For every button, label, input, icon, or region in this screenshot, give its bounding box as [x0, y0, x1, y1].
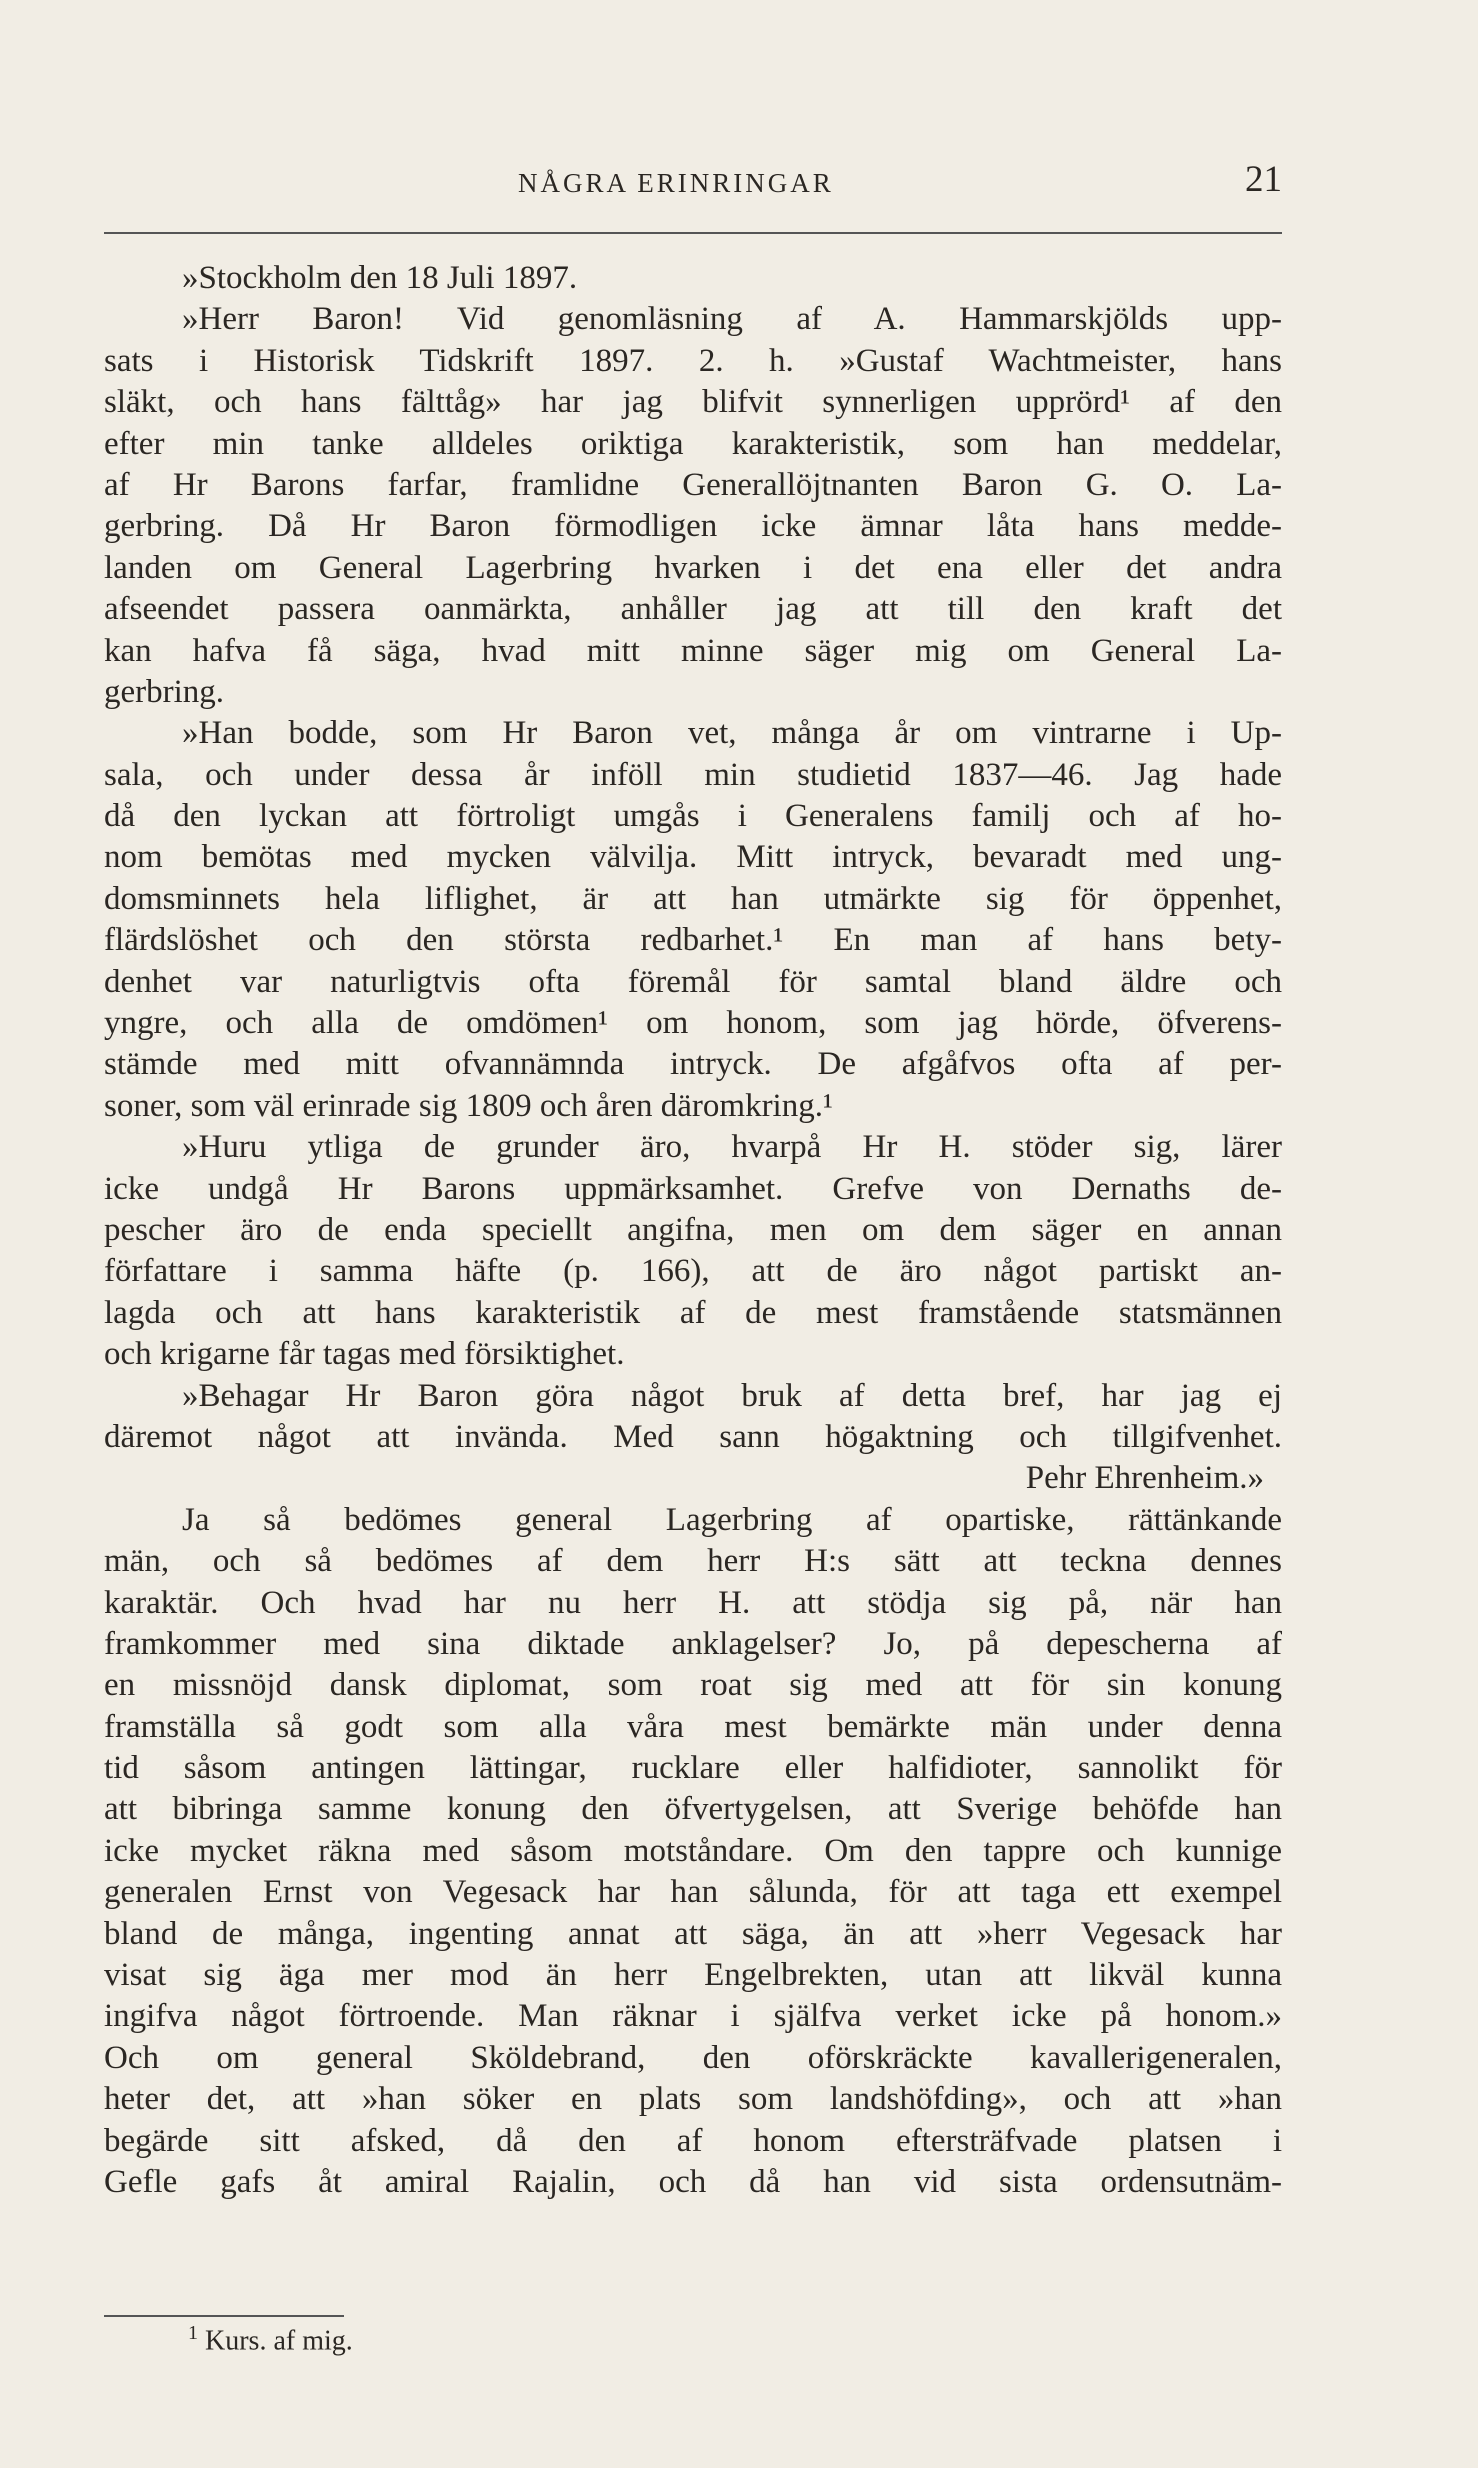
signature-line: Pehr Ehrenheim.»: [1025, 1460, 1264, 1497]
text-line: afseendet passera oanmärkta, anhåller jag att till den kraft det: [104, 591, 1282, 628]
text-line: pescher äro de enda speciellt angifna, men om dem säger en annan: [104, 1211, 1282, 1248]
text-line: ingifva något förtroende. Man räknar i själfva verket icke på honom.»: [104, 1998, 1282, 2035]
text-line: män, och så bedömes af dem herr H:s sätt att teckna dennes: [104, 1543, 1282, 1580]
text-line: en missnöjd dansk diplomat, som roat sig med att för sin konung: [104, 1667, 1282, 1704]
text-line: däremot något att invända. Med sann högaktning och tillgifvenhet.: [104, 1418, 1282, 1455]
body-text: [104, 258, 1282, 2203]
text-line: framställa så godt som alla våra mest bemärkte män under denna: [104, 1708, 1282, 1745]
text-line: gerbring.: [104, 673, 225, 710]
text-line: sala, och under dessa år inföll min studietid 1837—46. Jag hade: [104, 756, 1282, 793]
running-head: NÅGRA ERINRINGAR: [518, 168, 834, 198]
text-line: flärdslöshet och den största redbarhet.¹ En man af hans bety-: [104, 922, 1282, 959]
text-line: författare i samma häfte (p. 166), att de äro något partiskt an-: [104, 1253, 1282, 1290]
text-line: kan hafva få säga, hvad mitt minne säger mig om General La-: [104, 632, 1282, 669]
text-line: soner, som väl erinrade sig 1809 och åren däromkring.¹: [104, 1087, 833, 1124]
text-line: Och om general Sköldebrand, den oförskräckte kavallerigeneralen,: [104, 2039, 1282, 2076]
text-line: lagda och att hans karakteristik af de mest framstående statsmännen: [104, 1294, 1282, 1331]
text-line: bland de många, ingenting annat att säga, än att »herr Vegesack har: [104, 1915, 1282, 1952]
text-line: denhet var naturligtvis ofta föremål för samtal bland äldre och: [104, 963, 1282, 1000]
text-line: icke undgå Hr Barons uppmärksamhet. Grefve von Dernaths de-: [104, 1170, 1282, 1207]
text-line: nom bemötas med mycken välvilja. Mitt intryck, bevaradt med ung-: [104, 839, 1282, 876]
text-line: då den lyckan att förtroligt umgås i Generalens familj och af ho-: [104, 798, 1282, 835]
page-header: [104, 158, 1282, 218]
text-line: tid såsom antingen lättingar, rucklare eller halfidioter, sannolikt för: [104, 1750, 1282, 1787]
text-line: och krigarne får tagas med försiktighet.: [104, 1336, 625, 1373]
footnote: [188, 2316, 353, 2358]
text-line: släkt, och hans fälttåg» har jag blifvit synnerligen upprörd¹ af den: [104, 384, 1282, 421]
text-line: Ja så bedömes general Lagerbring af opartiske, rättänkande: [182, 1501, 1282, 1538]
text-line: af Hr Barons farfar, framlidne Generallöjtnanten Baron G. O. La-: [104, 466, 1282, 503]
text-line: generalen Ernst von Vegesack har han sålunda, för att taga ett exempel: [104, 1874, 1282, 1911]
text-line: »Stockholm den 18 Juli 1897.: [182, 260, 578, 296]
text-line: framkommer med sina diktade anklagelser? Jo, på depescherna af: [104, 1625, 1282, 1662]
text-line: domsminnets hela liflighet, är att han utmärkte sig för öppenhet,: [104, 880, 1282, 917]
text-line: stämde med mitt ofvannämnda intryck. De afgåfvos ofta af per-: [104, 1046, 1282, 1083]
text-line: Gefle gafs åt amiral Rajalin, och då han vid sista ordensutnäm-: [104, 2163, 1282, 2200]
text-line: visat sig äga mer mod än herr Engelbrekten, utan att likväl kunna: [104, 1957, 1282, 1994]
text-line: heter det, att »han söker en plats som landshöfding», och att »han: [104, 2081, 1282, 2118]
text-line: gerbring. Då Hr Baron förmodligen icke ämnar låta hans medde-: [104, 508, 1282, 545]
footnote-marker: 1: [188, 2322, 198, 2344]
text-line: karaktär. Och hvad har nu herr H. att stödja sig på, när han: [104, 1584, 1282, 1621]
text-line: »Behagar Hr Baron göra något bruk af detta bref, har jag ej: [182, 1377, 1282, 1414]
text-line: icke mycket räkna med såsom motståndare. Om den tappre och kunnige: [104, 1832, 1282, 1869]
text-line: efter min tanke alldeles oriktiga karakteristik, som han meddelar,: [104, 425, 1282, 462]
text-line: att bibringa samme konung den öfvertygelsen, att Sverige behöfde han: [104, 1791, 1282, 1828]
text-line: begärde sitt afsked, då den af honom eftersträfvade platsen i: [104, 2122, 1282, 2159]
text-line: »Huru ytliga de grunder äro, hvarpå Hr H. stöder sig, lärer: [182, 1129, 1282, 1166]
header-rule: [104, 232, 1282, 234]
text-line: landen om General Lagerbring hvarken i det ena eller det andra: [104, 549, 1282, 586]
text-line: »Han bodde, som Hr Baron vet, många år om vintrarne i Up-: [182, 715, 1282, 752]
text-line: yngre, och alla de omdömen¹ om honom, som jag hörde, öfverens-: [104, 1005, 1282, 1042]
text-line: sats i Historisk Tidskrift 1897. 2. h. »Gustaf Wachtmeister, hans: [104, 342, 1282, 379]
text-line: »Herr Baron! Vid genomläsning af A. Hammarskjölds upp-: [182, 301, 1282, 338]
footnote-text: Kurs. af mig.: [205, 2325, 353, 2357]
page-number: 21: [1245, 159, 1282, 200]
